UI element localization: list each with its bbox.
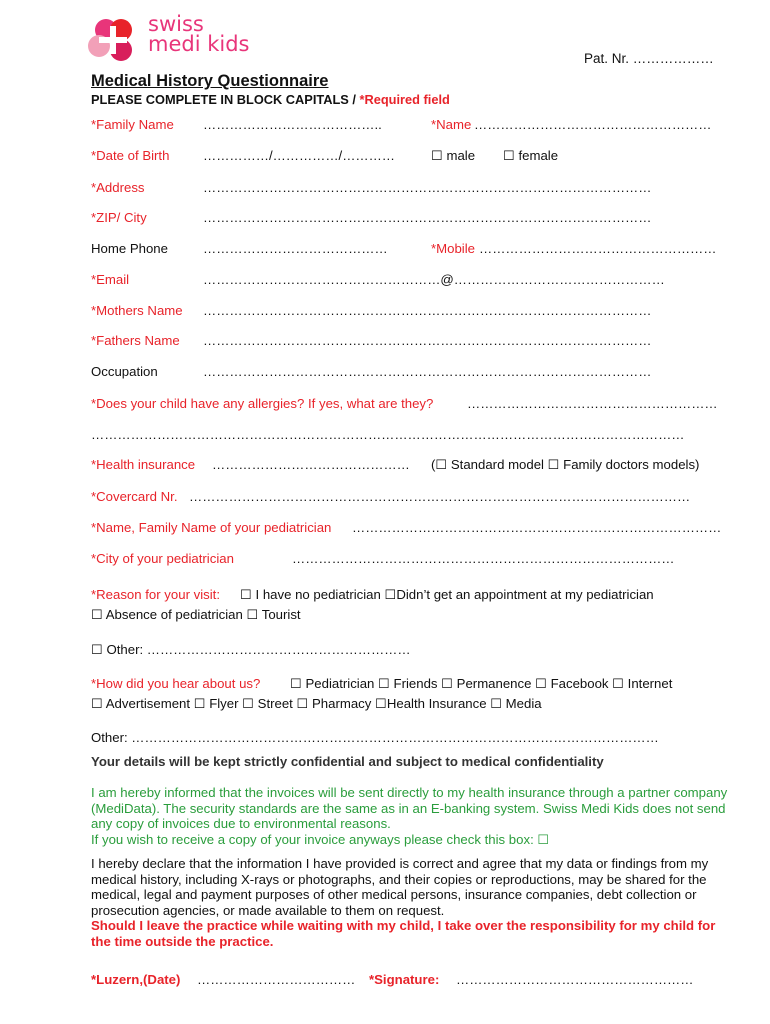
logo-line-2: medi kids	[148, 32, 250, 56]
address-field[interactable]: …………………………………………………………………………………………	[203, 180, 652, 195]
confidentiality-note: Your details will be kept strictly confidential and subject to medical confidentiality	[91, 754, 604, 769]
pediatrician-name-field[interactable]: …………………………………………………………………………	[352, 520, 722, 535]
name-field[interactable]: ………………………………………………	[474, 117, 712, 132]
subtitle-main: PLEASE COMPLETE IN BLOCK CAPITALS /	[91, 92, 360, 107]
hear-label: *How did you hear about us?	[91, 676, 261, 691]
signature-field[interactable]: ………………………………………………	[456, 972, 694, 987]
patient-number[interactable]: Pat. Nr. ………………	[584, 51, 714, 66]
declaration	[91, 856, 733, 949]
page-title: Medical History Questionnaire	[91, 72, 329, 90]
logo-line-1: swiss	[148, 12, 204, 36]
family-name-label: *Family Name	[91, 117, 174, 132]
allergies-question: *Does your child have any allergies? If yes, what are they?	[91, 396, 434, 411]
home-phone-label: Home Phone	[91, 241, 168, 256]
male-checkbox[interactable]: ☐ male	[431, 148, 476, 163]
covercard-label: *Covercard Nr.	[91, 489, 178, 504]
covercard-field[interactable]: ……………………………………………………………………………………………………	[189, 489, 691, 504]
mothers-name-field[interactable]: …………………………………………………………………………………………	[203, 303, 652, 318]
female-checkbox[interactable]: ☐ female	[503, 148, 559, 163]
reason-other-field[interactable]: ☐ Other: ……………………………………………………	[91, 642, 411, 657]
date-field[interactable]: ………………………………	[197, 972, 356, 987]
email-field[interactable]: ………………………………………………@…………………………………………	[203, 272, 665, 287]
mothers-name-label: *Mothers Name	[91, 303, 183, 318]
place-date-label: *Luzern,(Date)	[91, 972, 181, 987]
health-insurance-label: *Health insurance	[91, 457, 196, 472]
hear-other-field[interactable]: Other: …………………………………………………………………………………………………………	[91, 730, 659, 745]
reason-options-2[interactable]: ☐ Absence of pediatrician ☐ Tourist	[91, 607, 301, 622]
mobile-field[interactable]: ………………………………………………	[479, 241, 717, 256]
allergies-field-1[interactable]: …………………………………………………	[467, 396, 718, 411]
email-label: *Email	[91, 272, 130, 287]
fathers-name-field[interactable]: …………………………………………………………………………………………	[203, 333, 652, 348]
invoice-copy-checkbox[interactable]: If you wish to receive a copy of your invoice anyways please check this box: ☐	[91, 831, 550, 847]
pediatrician-city-field[interactable]: ……………………………………………………………………………	[292, 551, 675, 566]
occupation-field[interactable]: …………………………………………………………………………………………	[203, 364, 652, 379]
logo-wordmark	[148, 14, 249, 54]
zip-city-field[interactable]: …………………………………………………………………………………………	[203, 210, 652, 225]
subtitle	[91, 92, 450, 107]
hear-options-2[interactable]: ☐ Advertisement ☐ Flyer ☐ Street ☐ Pharmacy ☐Health Insurance ☐ Media	[91, 696, 542, 711]
reason-options-1[interactable]: ☐ I have no pediatrician ☐Didn’t get an appointment at my pediatrician	[240, 587, 654, 602]
pediatrician-city-label: *City of your pediatrician	[91, 551, 234, 566]
occupation-label: Occupation	[91, 364, 158, 379]
dob-label: *Date of Birth	[91, 148, 170, 163]
zip-city-label: *ZIP/ City	[91, 210, 147, 225]
fathers-name-label: *Fathers Name	[91, 333, 180, 348]
reason-label: *Reason for your visit:	[91, 587, 220, 602]
invoice-notice	[91, 785, 733, 847]
declaration-text: I hereby declare that the information I have provided is correct and agree that my data or findings from my medical history, including X-rays or photographs, and their copies or reproductions, may be shared for the medical, legal and payment purposes of other medical persons, insurance companies, debt collection or prosecution agencies, or made available to them on request.	[91, 856, 709, 918]
responsibility-text: Should I leave the practice while waiting with my child, I take over the responsibility for my child for the time outside the practice.	[91, 918, 716, 949]
address-label: *Address	[91, 180, 145, 195]
hear-options-1[interactable]: ☐ Pediatrician ☐ Friends ☐ Permanence ☐ Facebook ☐ Internet	[290, 676, 673, 691]
dob-field[interactable]: ……………/……………/…………	[203, 148, 395, 163]
swiss-cross-logo-icon	[88, 16, 138, 64]
home-phone-field[interactable]: ……………………………………	[203, 241, 388, 256]
allergies-field-2[interactable]: ………………………………………………………………………………………………………………………	[91, 427, 685, 442]
mobile-label: *Mobile	[431, 241, 475, 256]
invoice-notice-text: I am hereby informed that the invoices will be sent directly to my health insurance through a partner company (MediData). The security standards are the same as in an E-banking system. Swiss Medi Kids does not send any copy of invoices due to environmental reasons.	[91, 785, 728, 831]
health-insurance-field[interactable]: ………………………………………	[212, 457, 410, 472]
insurance-model-options[interactable]: (☐ Standard model ☐ Family doctors models)	[431, 457, 700, 472]
signature-label: *Signature:	[369, 972, 440, 987]
family-name-field[interactable]: …………………………………..	[203, 117, 382, 132]
required-note: *Required field	[359, 92, 450, 107]
name-label: *Name	[431, 117, 472, 132]
pediatrician-name-label: *Name, Family Name of your pediatrician	[91, 520, 332, 535]
